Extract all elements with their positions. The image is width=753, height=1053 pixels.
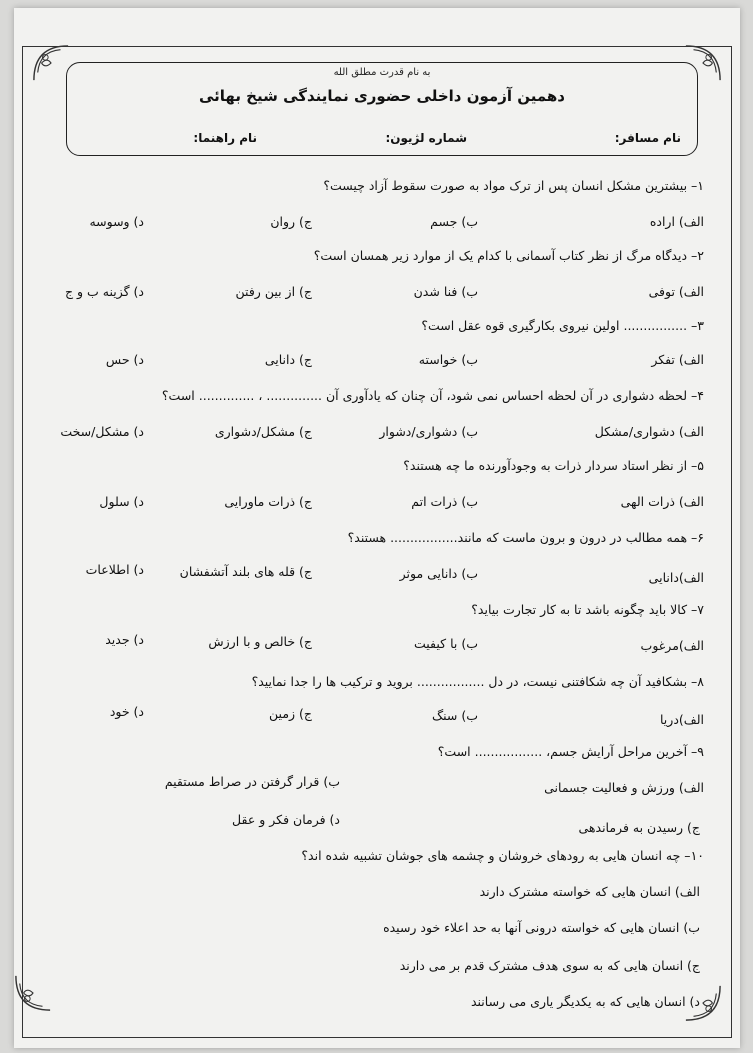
q9-option-d: د) فرمان فکر و عقل [232, 812, 340, 827]
question-8: ۸– بشکافید آن چه شکافتنی نیست، در دل ................. بروید و ترکیب ها را جدا نمایید؟ [251, 674, 704, 689]
question-10: ۱۰– چه انسان هایی به رودهای خروشان و چشمه های جوشان تشبیه شده اند؟ [301, 848, 704, 863]
q7-option-b: ب) با کیفیت [414, 636, 478, 651]
q10-option-b: ب) انسان هایی که خواسته درونی آنها به حد اعلاء خود رسیده [383, 920, 700, 935]
q3-option-d: د) حس [105, 352, 144, 367]
q2-option-c: ج) از بین رفتن [235, 284, 312, 299]
q4-option-d: د) مشکل/سخت [60, 424, 144, 439]
question-6: ۶– همه مطالب در درون و برون ماست که مانند................. هستند؟ [347, 530, 704, 545]
q3-option-c: ج) دانایی [264, 352, 312, 367]
q8-option-c: ج) زمین [269, 706, 312, 721]
q1-option-d: د) وسوسه [89, 214, 144, 229]
q5-option-d: د) سلول [99, 494, 144, 509]
q9-option-b: ب) قرار گرفتن در صراط مستقیم [164, 774, 340, 789]
q4-option-a: الف) دشواری/مشکل [594, 424, 704, 439]
q1-option-c: ج) روان [270, 214, 312, 229]
question-7: ۷– کالا باید چگونه باشد تا به کار تجارت بیاید؟ [471, 602, 704, 617]
q9-option-c: ج) رسیدن به فرماندهی [578, 820, 700, 835]
q5-option-b: ب) ذرات اتم [411, 494, 478, 509]
q1-option-a: الف) اراده [649, 214, 704, 229]
exam-paper [14, 8, 740, 1048]
q5-option-c: ج) ذرات ماورایی [224, 494, 312, 509]
exam-title: دهمین آزمون داخلی حضوری نمایندگی شیخ بهائی [198, 87, 565, 105]
q3-option-a: الف) تفکر [651, 352, 704, 367]
question-1: ۱– بیشترین مشکل انسان پس از ترک مواد به صورت سقوط آزاد چیست؟ [323, 178, 704, 193]
q3-option-b: ب) خواسته [418, 352, 478, 367]
q7-option-c: ج) خالص و با ارزش [208, 634, 312, 649]
q5-option-a: الف) ذرات الهی [620, 494, 704, 509]
basmala: به نام قدرت مطلق الله [333, 67, 431, 78]
q1-option-b: ب) جسم [430, 214, 478, 229]
q7-option-d: د) جدید [105, 632, 144, 647]
q8-option-d: د) خود [109, 704, 144, 719]
question-2: ۲– دیدگاه مرگ از نظر کتاب آسمانی با کدام یک از موارد زیر همسان است؟ [313, 248, 704, 263]
corner-ornament-icon [32, 44, 70, 82]
q8-option-a: الف)دریا [660, 712, 704, 727]
q4-option-c: ج) مشکل/دشواری [214, 424, 312, 439]
q6-option-d: د) اطلاعات [85, 562, 144, 577]
corner-ornament-icon [14, 974, 52, 1012]
legion-number-field: شماره لژیون: [385, 131, 467, 145]
q10-option-a: الف) انسان هایی که خواسته مشترک دارند [479, 884, 700, 899]
q10-option-c: ج) انسان هایی که به سوی هدف مشترک قدم بر می دارند [399, 958, 700, 973]
q10-option-d: د) انسان هایی که به یکدیگر یاری می رسانند [470, 994, 700, 1009]
question-3: ۳– ................ اولین نیروی بکارگیری قوه عقل است؟ [421, 318, 704, 333]
question-9: ۹– آخرین مراحل آرایش جسم، ................. است؟ [437, 744, 704, 759]
q8-option-b: ب) سنگ [431, 708, 478, 723]
guide-name-field: نام راهنما: [193, 131, 257, 145]
q6-option-a: الف)دانایی [648, 570, 704, 585]
q2-option-a: الف) توفی [648, 284, 704, 299]
q6-option-b: ب) دانایی موثر [399, 566, 478, 581]
question-4: ۴– لحظه دشواری در آن لحظه احساس نمی شود، آن چنان که یادآوری آن .............. ، .............. است؟ [161, 388, 704, 403]
exam-header [66, 62, 698, 156]
q2-option-b: ب) فنا شدن [413, 284, 478, 299]
question-5: ۵– از نظر استاد سردار ذرات به وجودآورنده ما چه هستند؟ [403, 458, 704, 473]
q9-option-a: الف) ورزش و فعالیت جسمانی [544, 780, 704, 795]
q4-option-b: ب) دشواری/دشوار [379, 424, 478, 439]
q2-option-d: د) گزینه ب و ج [64, 284, 144, 299]
traveler-name-field: نام مسافر: [614, 131, 681, 145]
q7-option-a: الف)مرغوب [640, 638, 704, 653]
q6-option-c: ج) قله های بلند آتشفشان [179, 564, 312, 579]
